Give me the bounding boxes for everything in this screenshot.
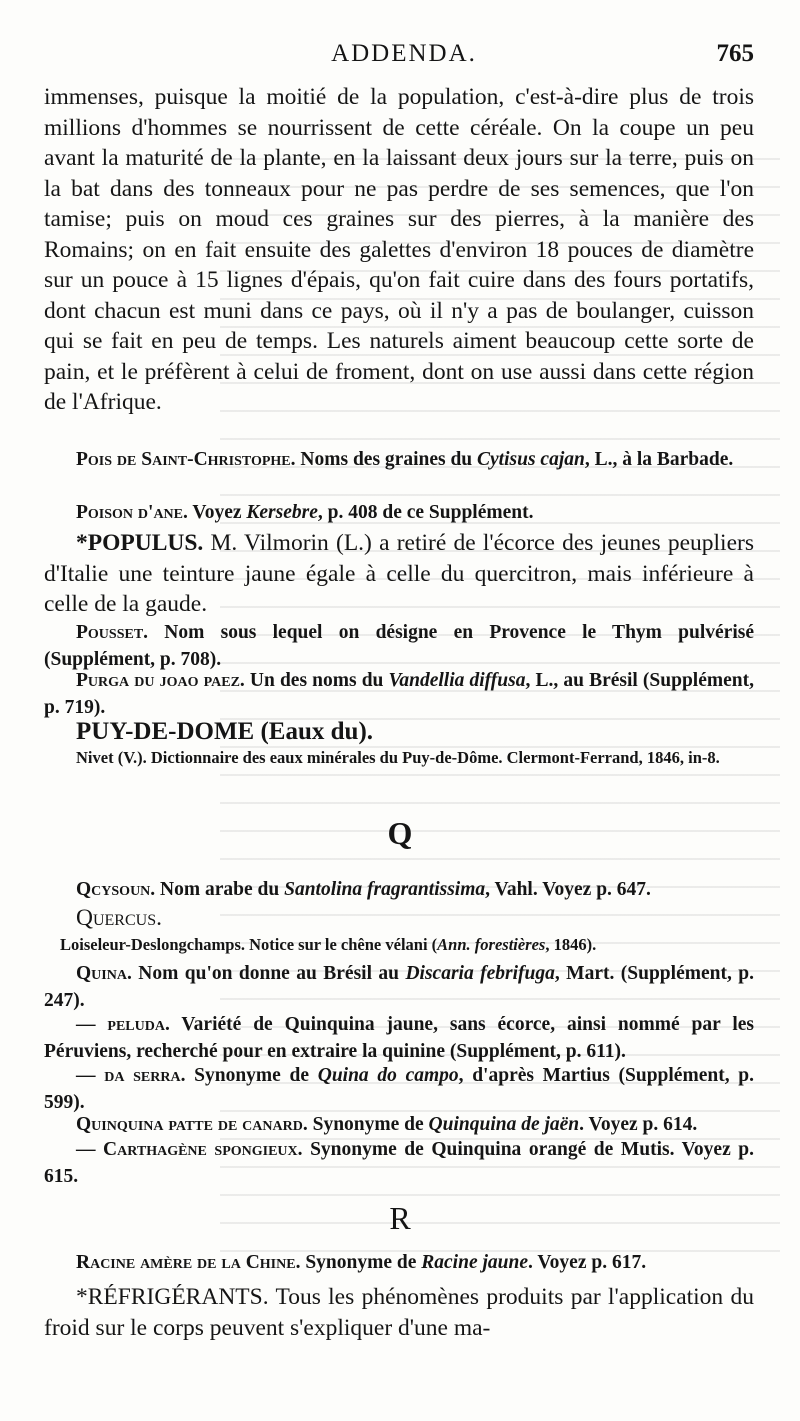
entry-text: Voyez [187, 502, 247, 523]
section-letter-r: R [389, 1200, 411, 1236]
entry-qcysoun [44, 877, 754, 904]
entry-term: Pousset. [76, 622, 149, 643]
reference-nivet: Nivet (V.). Dictionnaire des eaux minérales du Puy-de-Dôme. Clermont-Ferrand, 1846, in-8. [76, 748, 720, 767]
entry-dash: — [76, 1139, 104, 1160]
entry-pois [44, 447, 754, 474]
entry-text: Nom sous lequel on désigne en Provence le Thym pulvérisé (Supplément, p. 708). [44, 622, 754, 670]
entry-text: , L., au Brésil (Supplément, p. 719). [44, 670, 754, 718]
entry-term: Quina. [76, 963, 132, 984]
entry-text: , Mart. (Supplément, p. 247). [44, 963, 754, 1011]
entry-text: , d'après Martius (Supplément, p. 599). [44, 1065, 754, 1113]
entry-italic: Santolina fragrantissima [284, 879, 486, 900]
heading-puy-de-dome: PUY-DE-DOME (Eaux du). [76, 718, 374, 745]
entry-quina [44, 961, 754, 1014]
entry-text: , L., à la Barbade. [584, 449, 734, 470]
running-head: ADDENDA. [331, 40, 477, 67]
entry-text: , p. 408 de ce Supplément. [317, 502, 534, 523]
entry-term: da serra. [104, 1065, 186, 1086]
entry-purga [44, 668, 754, 721]
entry-term: Qcysoun. [76, 879, 156, 900]
entry-italic: Discaria febrifuga [405, 963, 555, 984]
entry-text: Variété de Quinquina jaune, sans écorce, ainsi nommé par les Péruviens, recherché pour en extraire la quinine (Supplément, p. 611). [44, 1014, 754, 1062]
entry-term: Racine amère de la Chine. [76, 1252, 301, 1273]
entry-italic: Kersebre [246, 502, 318, 523]
reference-text: , 1846). [545, 935, 597, 954]
entry-text: Synonyme de [307, 1114, 429, 1135]
entry-text: Noms des graines du [295, 449, 478, 470]
entry-term: peluda. [107, 1014, 170, 1035]
entry-term: *RÉFRIGÉRANTS. [76, 1284, 269, 1310]
entry-text: Un des noms du [244, 670, 389, 691]
page-number: 765 [716, 40, 754, 67]
entry-term: Quinquina patte de canard. [76, 1114, 308, 1135]
entry-dash: — [76, 1065, 105, 1086]
entry-refrigerants [44, 1282, 754, 1343]
entry-text: Synonyme de Quinquina orangé de Mutis. Voyez p. 615. [44, 1139, 755, 1187]
heading-quercus [44, 903, 754, 934]
paragraph-cereal: immenses, puisque la moitié de la population, c'est-à-dire plus de trois millions d'hommes se nourrissent de cette céréale. On la coupe un peu avant la maturité de la plante, en la laissant deux jours sur la terre, puis on la bat dans des tonneaux pour ne pas perdre de ses semences, que l'on tamise; puis on moud ces graines sur des pierres, à la manière des Romains; on en fait ensuite des galettes d'environ 18 pouces de diamètre sur un pouce à 15 lignes d'épais, qu'on fait cuire dans des fours portatifs, dont chacun est muni dans ce pays, où il n'y a pas de boulanger, cuisson qui se fait en peu de temps. Les naturels aiment beaucoup cette sorte de pain, et le préfèrent à celui de froment, dont on use aussi dans cette région de l'Afrique. [44, 84, 754, 415]
entry-text: . Voyez p. 614. [579, 1114, 698, 1135]
entry-poison [44, 500, 754, 527]
entry-italic: Vandellia diffusa [388, 670, 526, 691]
entry-term: Quercus. [76, 905, 162, 931]
entry-text: Synonyme de [300, 1252, 422, 1273]
entry-italic: Racine jaune [421, 1252, 528, 1273]
entry-text: M. Vilmorin (L.) a retiré de l'écorce des jeunes peupliers d'Italie une teinture jaune égale à celle du quercitron, mais inférieure à celle de la gaude. [44, 530, 754, 617]
entry-racine [44, 1250, 754, 1277]
entry-term: *POPULUS. [76, 530, 204, 556]
entry-pousset [44, 620, 754, 673]
entry-populus [44, 528, 754, 620]
entry-text: Tous les phénomènes produits par l'application du froid sur le corps peuvent s'expliquer d'une ma- [44, 1284, 754, 1341]
entry-text: . Voyez p. 617. [527, 1252, 647, 1273]
reference-italic: Ann. forestières [437, 935, 546, 954]
reference-loiseleur [60, 934, 754, 956]
page-header [44, 40, 764, 76]
entry-italic: Cytisus cajan [477, 449, 585, 470]
entry-italic: Quinquina de jaën [428, 1114, 580, 1135]
entry-term: Purga du joao paez. [76, 670, 245, 691]
entry-da-serra [44, 1063, 754, 1116]
entry-dash: — [76, 1014, 108, 1035]
entry-term: Pois de Saint-Christophe. [76, 449, 296, 470]
entry-text: , Vahl. Voyez p. 647. [485, 879, 651, 900]
entry-text: Nom arabe du [155, 879, 285, 900]
entry-term: Carthagène spongieux. [103, 1139, 303, 1160]
entry-peluda [44, 1012, 754, 1065]
entry-text: Synonyme de [185, 1065, 318, 1086]
section-letter-q: Q [387, 815, 413, 851]
entry-carthagene [44, 1137, 754, 1190]
reference-text: Loiseleur-Deslongchamps. Notice sur le chêne vélani ( [60, 935, 438, 954]
entry-term: Poison d'ane. [76, 502, 188, 523]
entry-quinquina [44, 1112, 754, 1139]
entry-italic: Quina do campo [317, 1065, 459, 1086]
entry-text: Nom qu'on donne au Brésil au [131, 963, 406, 984]
